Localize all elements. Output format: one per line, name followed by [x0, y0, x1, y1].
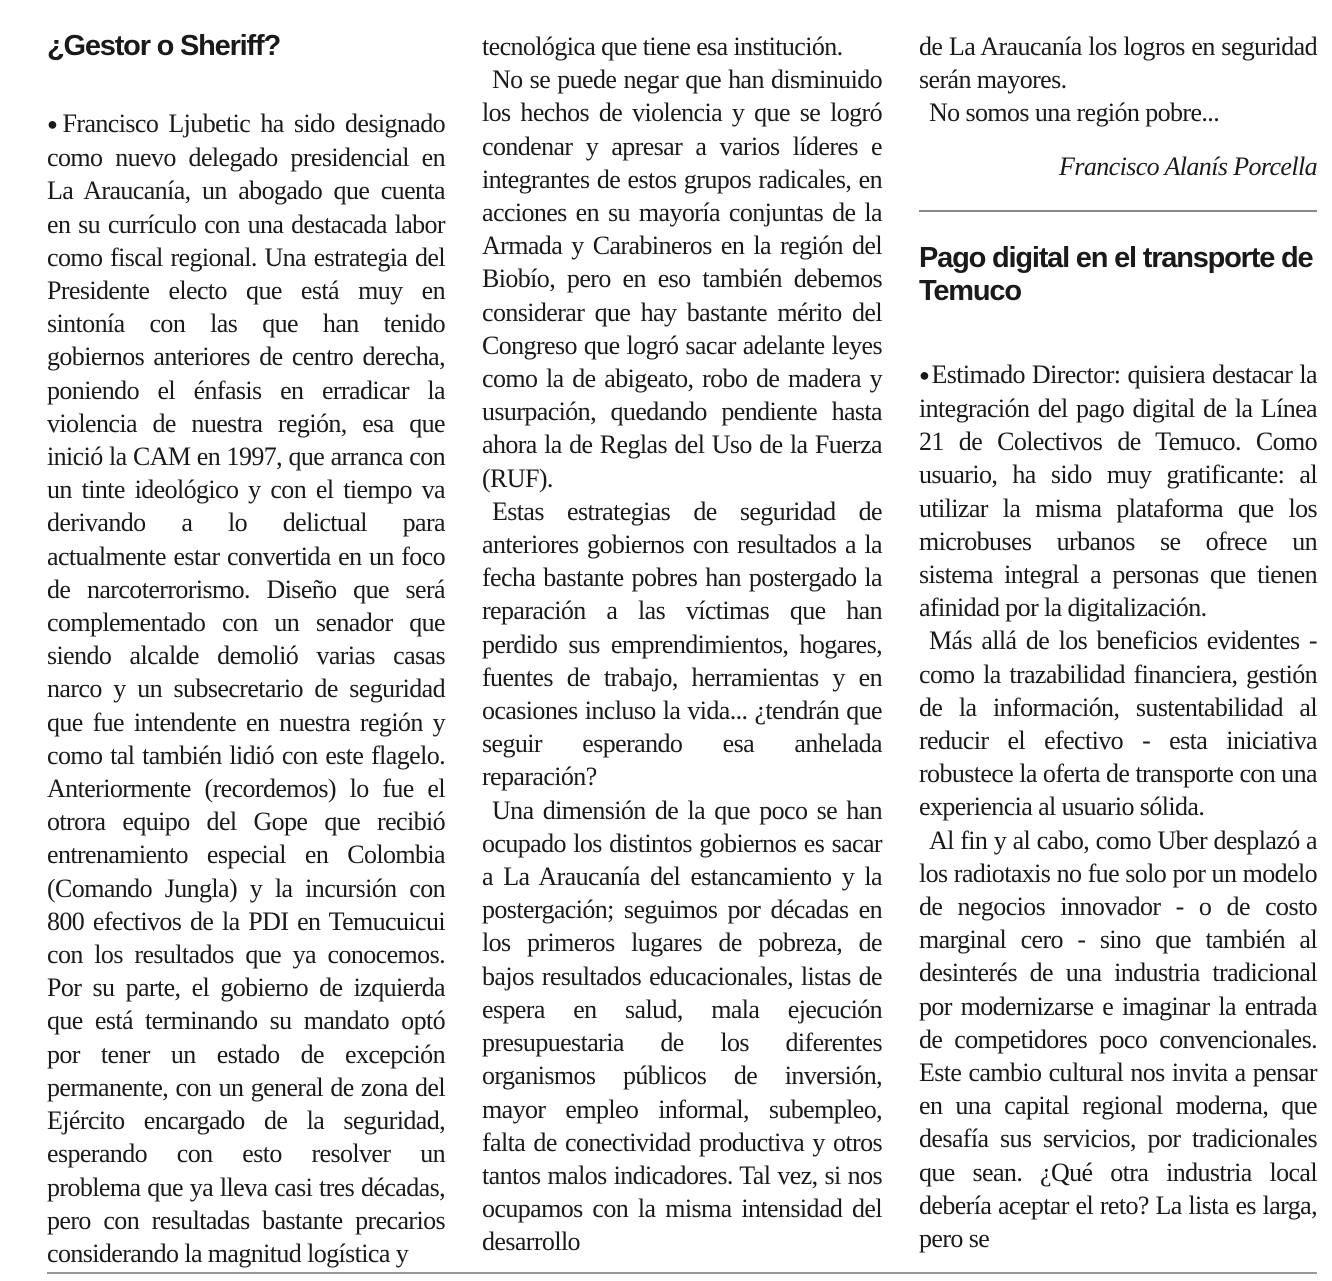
letter-1-body-start — [47, 107, 445, 1270]
letter-1-paragraph-4-continued: de La Araucanía los logros en seguridad serán mayores. — [919, 32, 1317, 95]
letter-1-paragraph-4: Una dimensión de la que poco se han ocupado los distintos gobiernos es sacar a La Araucanía del estancamiento y la postergación; seguimos por décadas en los primeros lugares de pobreza, de bajos resultados educacionales, listas de espera en salud, mala ejecución presupuestaria de los diferentes organismos públicos de inversión, mayor empleo informal, subempleo, falta de conectividad productiva y otros tantos malos indicadores. Tal vez, si nos ocupamos con la misma intensidad del desarrollo — [482, 795, 882, 1257]
bullet-icon: ● — [47, 114, 62, 134]
letter-2-paragraph-1: Estimado Director: quisiera destacar la integración del pago digital de la Línea 21 de Colectivos de Temuco. Como usuario, ha sido muy gratificante: al utilizar la misma plataforma que los microbuses urbanos se ofrece un sistema integral a personas que tienen afinidad por la digitalización. — [919, 359, 1317, 623]
letter-1-title: ¿Gestor o Sheriff? — [47, 30, 280, 62]
letter-2-body-start — [919, 358, 1317, 625]
letter-2-paragraph-2: Más allá de los beneficios evidentes - como la trazabilidad financiera, gestión de la información, sustentabilidad al reducir el efectivo - esta iniciativa robustece la oferta de transporte con una experiencia al usuario sólida. — [919, 626, 1317, 822]
bullet-icon: ● — [919, 364, 931, 385]
letter-1-paragraph-2: No se puede negar que han disminuido los hechos de violencia y que se logró condenar y apresar a varios líderes e integrantes de estos grupos radicales, en acciones en su mayoría conjuntas de la Armada y Carabineros en la región del Biobío, pero en eso también debemos considerar que hay bastante mérito del Congreso que logró sacar adelante leyes como la de abigeato, robo de madera y usurpación, quedando pendiente hasta ahora la de Reglas del Uso de la Fuerza (RUF). — [482, 65, 882, 493]
section-divider — [919, 210, 1317, 212]
column-2 — [482, 30, 882, 1259]
column-3 — [919, 30, 1317, 1255]
letter-1-signature: Francisco Alanís Porcella — [1059, 151, 1317, 181]
letter-2-paragraph-3: Al fin y al cabo, como Uber desplazó a los radiotaxis no fue solo por un modelo de negocios innovador - o de costo marginal cero - sino que también al desinterés de una industria tradicional por modernizarse e imaginar la entrada de competidores poco convencionales. Este cambio cultural nos invita a pensar en una capital regional moderna, que desafía sus servicios, por tradicionales que sean. ¿Qué otra industria local debería aceptar el reto? La lista es larga, pero se — [919, 825, 1317, 1254]
column-1 — [47, 24, 445, 1270]
letter-1-paragraph-1-continued: tecnológica que tiene esa institución. — [482, 32, 843, 61]
letter-1-paragraph-1: Francisco Ljubetic ha sido designado como nuevo delegado presidencial en La Araucanía, un abogado que cuenta en su currículo con una destacada labor como fiscal regional. Una estrategia del Presidente electo que está muy en sintonía con las que han tenido gobiernos anteriores de centro derecha, poniendo el énfasis en erradicar la violencia de nuestra región, esa que inició la CAM en 1997, que arranca con un tinte ideológico y con el tiempo va derivando a lo delictual para actualmente estar convertida en un foco de narcoterrorismo. Diseño que será complementado con un senador que siendo alcalde demolió varias casas narco y un subsecretario de seguridad que fue intendente en nuestra región y como tal también lidió con este flagelo. Anteriormente (recordemos) lo fue el otrora equipo del Gope que recibió entrenamiento especial en Colombia (Comando Jungla) y la incursión con 800 efectivos de la PDI en Temucuicui con los resultados que ya conocemos. Por su parte, el gobierno de izquierda que está terminando su mandato optó por tener un estado de excepción permanente, con un general de zona del Ejército encargado de la seguridad, esperando con esto resolver un problema que ya lleva casi tres décadas, pero con resultadas bastante precarios considerando la magnitud logística y — [47, 109, 446, 1268]
letter-1-paragraph-5: No somos una región pobre... — [929, 98, 1220, 128]
bottom-rule — [47, 1272, 1317, 1274]
letter-2-title: Pago digital en el transporte de Temuco — [919, 241, 1313, 307]
letter-1-paragraph-3: Estas estrategias de seguridad de anteriores gobiernos con resultados a la fecha bastante pobres han postergado la reparación a las víctimas que han perdido sus emprendimientos, hogares, fuentes de trabajo, herramientas y en ocasiones incluso la vida... ¿tendrán que seguir esperando esa anhelada reparación? — [482, 496, 882, 792]
